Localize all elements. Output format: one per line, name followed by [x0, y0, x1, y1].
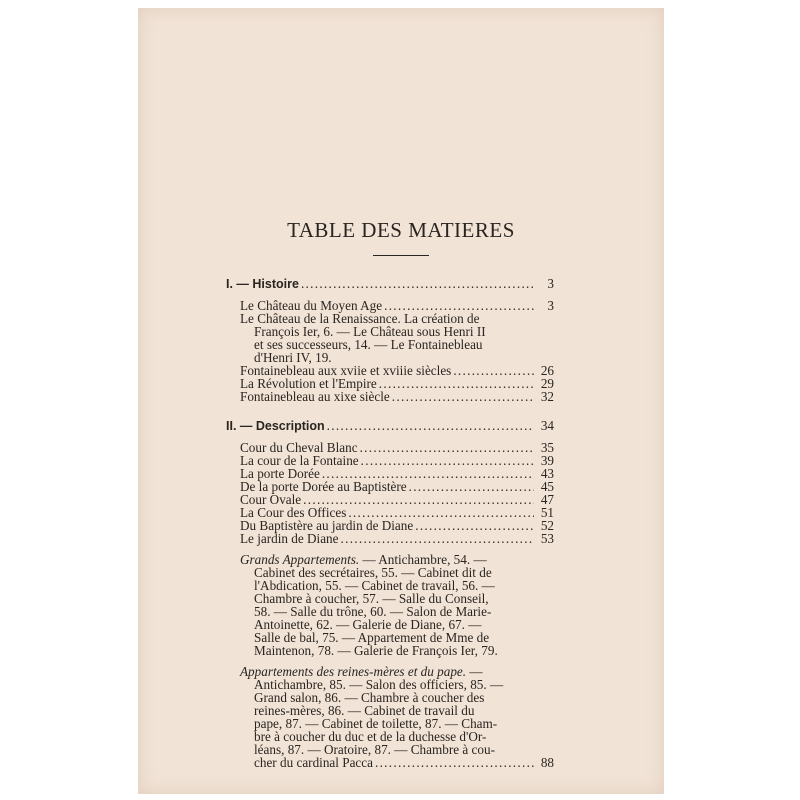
- section-label: II. — Description: [226, 419, 325, 433]
- title-rule: [373, 255, 429, 256]
- toc-paragraph-grands-appartements: Grands Appartements. — Antichambre, 54. — Cabinet des secrétaires, 55. — Cabinet dit de l'Abdication, 55. — Cabinet de travail, 56. — Chambre à coucher, 57. — Salle du Conseil, 58. — Salle du trône, 60. — Salon de Marie- Antoinette, 62. — Galerie de Diane, 67. — Salle de bal, 75. — Appartement de Mme de Maintenon, 78. — Galerie de François Ier, 79.: [240, 552, 498, 658]
- toc-entry: La Cour des Offices . . . 51: [240, 506, 554, 519]
- toc-entry: Le jardin de Diane . . . 53: [240, 532, 554, 545]
- toc-entry: [240, 390, 554, 403]
- entry-text: Fontainebleau au xixe siècle: [240, 389, 390, 404]
- page-number: 32: [540, 389, 554, 404]
- entry-text: La Révolution et l'Empire: [240, 376, 377, 391]
- toc-entry: La cour de la Fontaine . . . 39: [240, 454, 554, 467]
- leader-dots: [301, 277, 534, 290]
- section-label: I. — Histoire: [226, 277, 299, 291]
- toc-section-description: [226, 419, 554, 433]
- toc-section-histoire: [226, 277, 554, 291]
- toc-paragraph-reines-meres: Appartements des reines-mères et du pape. — Antichambre, 85. — Salon des officiers, 85. — Grand salon, 86. — Chambre à coucher des reines-mères, 86. — Cabinet de travail du pape, 87. — Cabinet de toilette, 87. — Cham- bre à coucher du duc et de la duchesse d'Or- léans, 87. — Oratoire, 87. — Chambre à cou-: [240, 664, 504, 757]
- toc-entry-last: cher du cardinal Pacca . . . 88: [254, 756, 554, 769]
- table-of-contents: [226, 275, 554, 769]
- entry-text: Le Château du Moyen Age: [240, 298, 383, 313]
- toc-entry: De la porte Dorée au Baptistère . . . 45: [240, 480, 554, 493]
- toc-entry: Cour Ovale . . . 47: [240, 493, 554, 506]
- page-number: 3: [547, 298, 554, 313]
- toc-entry: Du Baptistère au jardin de Diane . . . 52: [240, 519, 554, 532]
- page-number: 3: [547, 276, 554, 291]
- page-number: 26: [540, 363, 554, 378]
- toc-entry: La porte Dorée . . . 43: [240, 467, 554, 480]
- toc-paragraph-renaissance: Le Château de la Renaissance. La création de François Ier, 6. — Le Château sous Henri II et ses successeurs, 14. — Le Fontainebleau d'Henri IV, 19.: [240, 311, 486, 365]
- toc-entry: Cour du Cheval Blanc . . . 35: [240, 441, 554, 454]
- page-title: TABLE DES MATIERES: [287, 218, 515, 242]
- page-number: 34: [540, 418, 554, 433]
- page-number: 29: [540, 376, 554, 391]
- entry-text: Fontainebleau aux xviie et xviiie siècles: [240, 363, 452, 378]
